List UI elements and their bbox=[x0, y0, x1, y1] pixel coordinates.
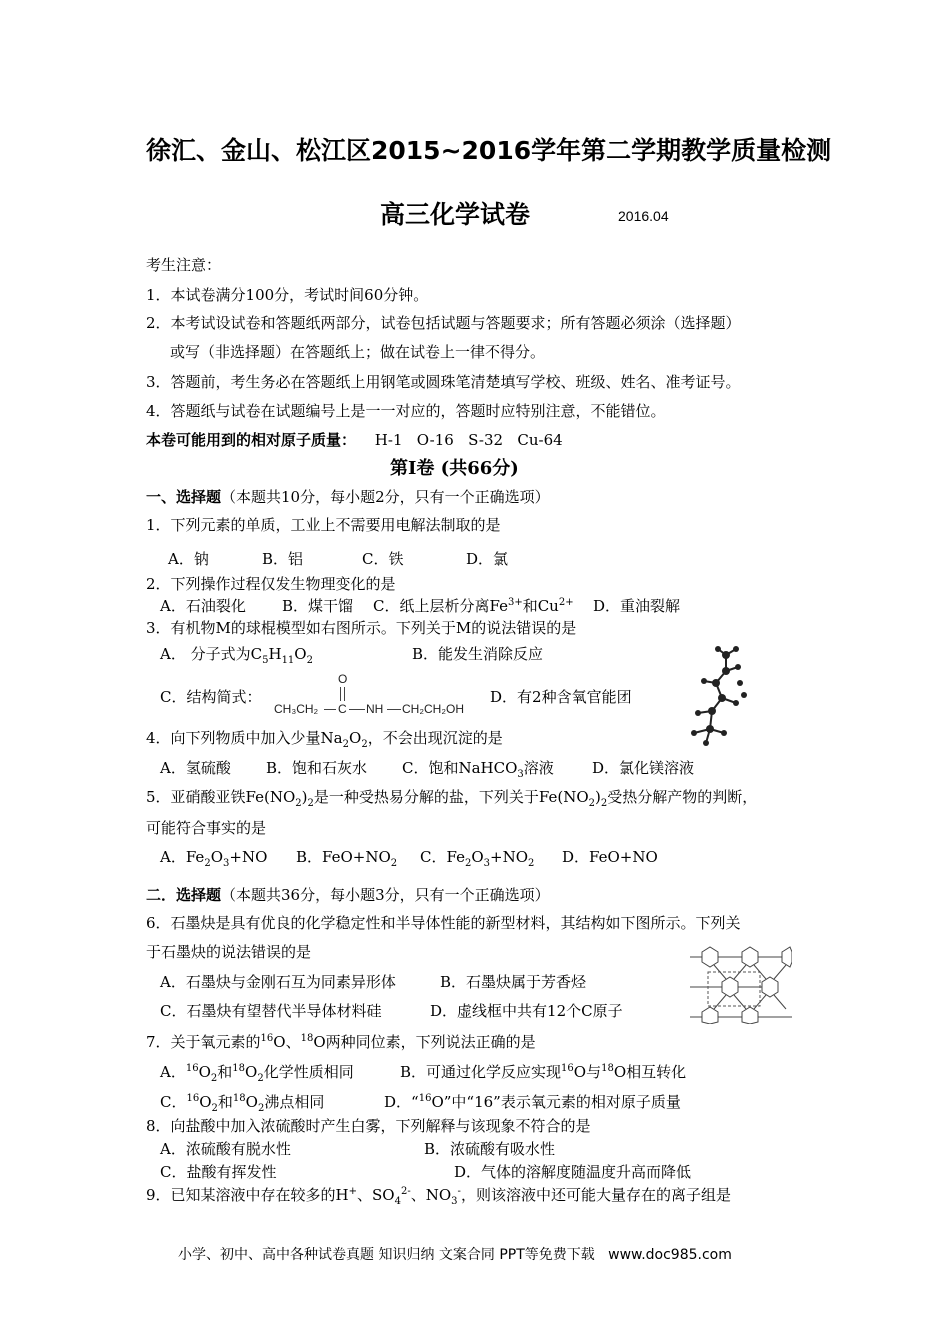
q8-option-b: B．浓硫酸有吸水性 bbox=[424, 1140, 556, 1158]
section2-heading: 二．选择题 bbox=[146, 886, 222, 904]
q4-option-d: D．氯化镁溶液 bbox=[592, 759, 695, 777]
q4-stem: 4．向下列物质中加入少量$Na_2O_2$，不会出现沉淀的是 bbox=[146, 729, 503, 750]
q7-option-c: C．$^{16}O_2$和$^{18}O_2$沸点相同 bbox=[160, 1093, 325, 1114]
footer-text: 小学、初中、高中各种试卷真题 知识归纳 文案合同 PPT等免费下载 www.doc985.com bbox=[178, 1247, 732, 1263]
q3-option-d: D．有2种含氧官能团 bbox=[490, 688, 632, 706]
struct-nh: NH bbox=[366, 702, 384, 716]
notice-item-4: 4．答题纸与试卷在试题编号上是一一对应的，答题时应特别注意，不能错位。 bbox=[146, 402, 666, 420]
q5-option-c: C．$Fe_2O_3+NO_2$ bbox=[420, 848, 535, 869]
q1-option-d: D．氯 bbox=[466, 550, 509, 568]
q1-option-b: B．铝 bbox=[262, 550, 304, 568]
section2-desc: （本题共36分，每小题3分，只有一个正确选项） bbox=[221, 886, 550, 904]
structural-formula bbox=[272, 670, 482, 720]
q7-option-b: B．可通过化学反应实现$^{16}$O与$^{18}$O相互转化 bbox=[400, 1063, 687, 1081]
q5-stem-line1: 5．亚硝酸亚铁$Fe(NO_2)_2$是一种受热易分解的盐，下列关于$Fe(NO_2)_2$受热分解产物的判断， bbox=[146, 788, 758, 809]
notice-heading: 考生注意： bbox=[146, 256, 222, 274]
q1-option-c: C．铁 bbox=[362, 550, 404, 568]
q4-option-c: C．饱和NaHCO$_3$溶液 bbox=[402, 759, 554, 780]
q1-option-a: A．钠 bbox=[168, 550, 209, 568]
notice-item-2: 2．本考试设试卷和答题纸两部分，试卷包括试题与答题要求；所有答题必须涂（选择题） bbox=[146, 314, 741, 332]
q6-option-d: D．虚线框中共有12个C原子 bbox=[430, 1002, 623, 1020]
struct-right-group: CH₂CH₂OH bbox=[402, 702, 464, 716]
q9-stem: 9．已知某溶液中存在较多的H+、$SO_4^{2-}$、$NO_3^-$，则该溶液中还可能大量存在的离子组是 bbox=[146, 1186, 731, 1207]
volume-title: 第Ⅰ卷 (共66分) bbox=[390, 458, 519, 479]
q6-option-a: A．石墨炔与金刚石互为同素异形体 bbox=[160, 973, 396, 991]
q5-stem-line2: 可能符合事实的是 bbox=[146, 819, 267, 837]
q8-option-d: D．气体的溶解度随温度升高而降低 bbox=[454, 1163, 692, 1181]
q4-option-a: A．氢硫酸 bbox=[160, 759, 231, 777]
atomic-mass-values: H-1 O-16 S-32 Cu-64 bbox=[374, 431, 563, 449]
q3-option-c: C．结构简式： bbox=[160, 688, 262, 706]
struct-carbon: C bbox=[338, 702, 347, 716]
q4-option-b: B．饱和石灰水 bbox=[266, 759, 368, 777]
q1-stem: 1．下列元素的单质，工业上不需要用电解法制取的是 bbox=[146, 516, 501, 534]
q8-option-a: A．浓硫酸有脱水性 bbox=[160, 1140, 291, 1158]
q6-stem-line1: 6．石墨炔是具有优良的化学稳定性和半导体性能的新型材料，其结构如下图所示。下列关 bbox=[146, 914, 741, 932]
exam-subtitle: 高三化学试卷 bbox=[380, 200, 531, 229]
section1-heading: 一、选择题 bbox=[146, 488, 222, 506]
q6-stem-line2: 于石墨炔的说法错误的是 bbox=[146, 943, 312, 961]
notice-item-2-cont: 或写（非选择题）在答题纸上；做在试卷上一律不得分。 bbox=[170, 343, 546, 361]
q3-option-b: B．能发生消除反应 bbox=[412, 645, 544, 663]
q5-option-d: D．FeO+NO bbox=[562, 848, 658, 866]
exam-date: 2016.04 bbox=[618, 208, 669, 224]
q2-option-b: B．煤干馏 bbox=[282, 597, 354, 615]
q3-option-a: A． 分子式为$C_5H_{11}O_2$ bbox=[160, 645, 313, 666]
exam-title: 徐汇、金山、松江区2015~2016学年第二学期教学质量检测 bbox=[146, 136, 832, 165]
q7-stem: 7．关于氧元素的$^{16}$O、$^{18}$O两种同位素，下列说法正确的是 bbox=[146, 1033, 536, 1051]
q6-option-c: C．石墨炔有望替代半导体材料硅 bbox=[160, 1002, 382, 1020]
q2-option-d: D．重油裂解 bbox=[593, 597, 681, 615]
q2-option-c: C．纸上层析分离$Fe^{3+}$和$Cu^{2+}$ bbox=[373, 597, 574, 615]
q8-stem: 8．向盐酸中加入浓硫酸时产生白雾，下列解释与该现象不符合的是 bbox=[146, 1117, 591, 1135]
ball-stick-model-image bbox=[686, 643, 756, 753]
q5-option-b: B．$FeO+NO_2$ bbox=[296, 848, 398, 869]
atomic-mass-label: 本卷可能用到的相对原子质量： bbox=[146, 431, 357, 449]
q2-stem: 2．下列操作过程仅发生物理变化的是 bbox=[146, 575, 396, 593]
q5-option-a: A．$Fe_2O_3+NO$ bbox=[160, 848, 268, 869]
notice-item-3: 3．答题前，考生务必在答题纸上用钢笔或圆珠笔清楚填写学校、班级、姓名、准考证号。 bbox=[146, 373, 741, 391]
q2-option-a: A．石油裂化 bbox=[160, 597, 246, 615]
graphdiyne-structure-image bbox=[690, 942, 792, 1024]
struct-left-group: CH₃CH₂ bbox=[274, 702, 319, 716]
q6-option-b: B．石墨炔属于芳香烃 bbox=[440, 973, 587, 991]
q3-stem: 3．有机物M的球棍模型如右图所示。下列关于M的说法错误的是 bbox=[146, 619, 577, 637]
q7-option-d: D．“$^{16}$O”中“16”表示氧元素的相对原子质量 bbox=[384, 1093, 681, 1111]
notice-item-1: 1．本试卷满分100分，考试时间60分钟。 bbox=[146, 286, 429, 304]
section1-desc: （本题共10分，每小题2分，只有一个正确选项） bbox=[221, 488, 550, 506]
q8-option-c: C．盐酸有挥发性 bbox=[160, 1163, 277, 1181]
struct-oxygen: O bbox=[338, 672, 348, 686]
q7-option-a: A．$^{16}O_2$和$^{18}O_2$化学性质相同 bbox=[160, 1063, 354, 1084]
